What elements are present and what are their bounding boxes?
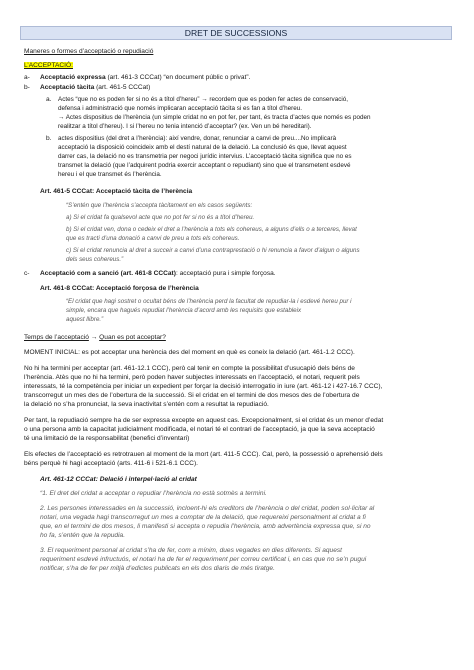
list-marker-c: c- bbox=[24, 270, 30, 277]
list-item-tacita-bold: Acceptació tàcita bbox=[40, 84, 95, 91]
sublist-b-line-2: acceptació la disposició coincideix amb el destí natural de la delació. La conclusió és que, llevat aquest bbox=[58, 144, 347, 151]
temps-heading-left: Temps de l’acceptació bbox=[24, 334, 89, 341]
temps-heading-right: Quan es pot acceptar? bbox=[99, 334, 166, 341]
art-461-12-p2-3: que, en el termini de dos mesos, li manifesti si accepta o repudia l’herència, amb advertència expressa que, si no bbox=[40, 523, 371, 530]
para-termini-1: No hi ha termini per acceptar (art. 461-12.1 CCC), però cal tenir en compte la possibilitat d’usucapió dels béns de bbox=[24, 365, 355, 372]
list-marker-a: a- bbox=[24, 74, 30, 81]
list-item-sancio-bold: Acceptació com a sanció (art. 461-8 CCCat) bbox=[40, 270, 176, 277]
sublist-a-line-1: Actes “que no es poden fer si no és a títol d’hereu” → recordem que es poden fer actes de conservació, bbox=[58, 96, 349, 103]
para-repudi-2: o una persona amb la capacitat judicialment modificada, el notari té el contrari de l’acceptació, ja que la seva acceptació bbox=[24, 426, 375, 433]
para-repudi-1: Per tant, la repudiació sempre ha de ser expressa excepte en aquest cas. Excepcionalment, si el cridat és un menor d’edat bbox=[24, 417, 384, 424]
list-item-expressa-bold: Acceptació expressa bbox=[40, 74, 106, 81]
page-title: DRET DE SUCCESSIONS bbox=[20, 26, 452, 40]
para-efectes-2: béns perquè hi hagi acceptació (arts. 411-6 i 521-6.1 CCC). bbox=[24, 460, 198, 467]
list-marker-b: b- bbox=[24, 84, 30, 91]
art-461-12-title: Art. 461-12 CCCat: Delació i interpel·lació al cridat bbox=[40, 476, 197, 483]
para-termini-3: interessats, té la competència per iniciar un expedient per forçar la decisió interrogatio in iure (art. 461-12 i 427-16.7 CCC), bbox=[24, 383, 383, 390]
acceptacio-label-line bbox=[24, 62, 452, 71]
para-repudi-3: té una limitació de la responsabilitat (benefici d’inventari) bbox=[24, 435, 190, 442]
art-461-12-p2-4: ho fa, s’entén que la repudia. bbox=[40, 532, 126, 539]
sublist-marker-b: b. bbox=[46, 135, 52, 142]
art-461-8-title: Art. 461-8 CCCat: Acceptació forçosa de l’herència bbox=[40, 285, 199, 292]
art-461-5-c-1: c) Si el cridat renuncia al dret a succeir a canvi d’una contraprestació o hi renuncia a favor d’algun o alguns bbox=[66, 247, 360, 254]
list-item-tacita bbox=[40, 84, 468, 93]
art-461-8-line-3: aquest llibre.” bbox=[66, 316, 104, 323]
list-item-tacita-text: (art. 461-5 CCCat) bbox=[94, 84, 151, 91]
para-termini-2: l’herència. Atès que no hi ha termini, però poden haver subjectes interessats en l’acceptació, el notari, requerit pels bbox=[24, 374, 360, 381]
art-461-5-c-2: dels seus cohereus.” bbox=[66, 256, 124, 263]
temps-arrow: → bbox=[90, 334, 98, 341]
art-461-5-a: a) Si el cridat fa qualsevol acte que no pot fer si no és a títol d’hereu. bbox=[66, 214, 255, 221]
art-461-5-intro: “S’entén que l’herència s’accepta tàcitament en els casos següents: bbox=[66, 202, 253, 209]
art-461-12-p2-2: notari, una vegada hagi transcorregut un mes a comptar de la delació, que requereixi personalment al cridat a fi bbox=[40, 514, 366, 521]
art-461-8-line-1: “El cridat que hagi sostret o ocultat béns de l’herència perd la facultat de repudiar-la i esdevé hereu pur i bbox=[66, 298, 352, 305]
para-termini-4: transcorregut un mes des de l’obertura de la successió. Si el cridat en el termini de dos mesos des de l’obertura de bbox=[24, 392, 360, 399]
art-461-12-p1: “1. El dret del cridat a acceptar o repudiar l’herència no està sotmès a termini. bbox=[40, 490, 267, 497]
acceptacio-label: L’ACCEPTACIÓ: bbox=[24, 62, 73, 69]
art-461-12-p3-2: requeriment esdevé infructuós, el notari ha de fer el requeriment per correu certificat i, en cas que no se’n pugui bbox=[40, 556, 367, 563]
list-item-sancio-text: : acceptació pura i simple forçosa. bbox=[175, 270, 276, 277]
sublist-marker-a: a. bbox=[46, 96, 52, 103]
art-461-12-p3-3: notificar, s’ha de fer per mitjà d’edictes publicats en els dos diaris de més tiratge. bbox=[40, 565, 275, 572]
art-461-12-p3-1: 3. El requeriment personal al cridat s’ha de fer, com a mínim, dues vegades en dies diferents. Si aquest bbox=[40, 547, 343, 554]
sublist-b-line-3: darrer cas, la delació no es transmetria per negoci jurídic intervius. L’acceptació tàcita significa que no es bbox=[58, 153, 352, 160]
section-subtitle: Maneres o formes d’acceptació o repudiació bbox=[24, 48, 154, 55]
sublist-b-line-5: hereu i el que transmet és l’herència. bbox=[58, 171, 162, 178]
para-efectes-1: Els efectes de l’acceptació es retrotrauen al moment de la mort (art. 411-5 CCC). Cal, però, la possessió o aprehensió dels bbox=[24, 451, 383, 458]
sublist-b-line-4: transmet la delació (que l’adquirent podria exercir acceptant o repudiant) sino que el transmetent esdevé bbox=[58, 162, 351, 169]
list-item-sancio bbox=[40, 270, 468, 279]
art-461-5-b-1: b) Si el cridat ven, dona o cedeix el dret a l’herència a tots els cohereus, a alguns d’ells o a terceres, llevat bbox=[66, 226, 357, 233]
art-461-5-title: Art. 461-5 CCCat: Acceptació tàcita de l’herència bbox=[40, 188, 193, 195]
list-item-expressa bbox=[40, 74, 468, 83]
moment-inicial: MOMENT INICIAL: es pot acceptar una herència des del moment en què es coneix la delació (art. 461-1.2 CCC). bbox=[24, 349, 355, 356]
art-461-12-p2-1: 2. Les persones interessades en la successió, incloent-hi els creditors de l’herència o del cridat, poden sol·licitar al bbox=[40, 505, 375, 512]
sublist-a-line-3: → Actes dispositius de l’herència (un simple cridat no en pot fer, per tant, és tracta d’actes que només es poden bbox=[58, 114, 371, 121]
sublist-a-line-4: realitzar a títol d’hereu). I si l’hereu no tenia intenció d’acceptar? (ex. Ven un bé hereditari). bbox=[58, 123, 312, 130]
sublist-a-line-2: defensa i administració que només implicaran acceptació tàcita si es fan a títol d’hereu. bbox=[58, 105, 303, 112]
art-461-8-line-2: simple, encara que hagués repudiat l’herència d’acord amb les requisits que estableix bbox=[66, 307, 302, 314]
para-termini-5: la delació no s’ha pronunciat, la seva inactivitat s’entén com a resultat la repudiació. bbox=[24, 401, 269, 408]
sublist-b-line-1: actes dispositius (del dret a l’herència): així vendre, donar, renunciar a canvi de preu....No implicarà bbox=[58, 135, 337, 142]
art-461-5-b-2: que es tracti d’una donació a canvi de preu a tots els cohereus. bbox=[66, 235, 240, 242]
list-item-expressa-text: (art. 461-3 CCCat) “en document públic o privat”. bbox=[105, 74, 251, 81]
temps-heading bbox=[24, 334, 452, 343]
